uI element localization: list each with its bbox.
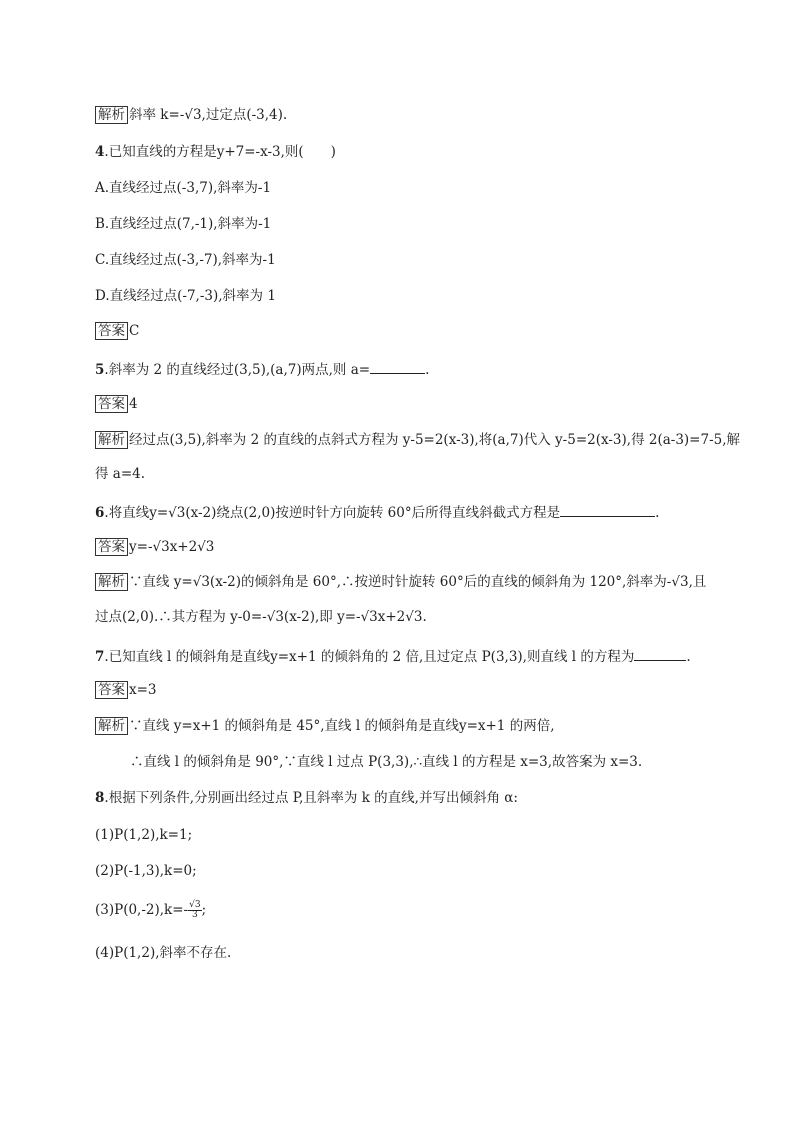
question-text: .根据下列条件,分别画出经过点 P,且斜率为 k 的直线,并写出倾斜角 α: <box>104 790 518 806</box>
question-number: 5 <box>95 362 105 378</box>
answer-label: 答案 <box>95 395 128 413</box>
analysis-line-q7 <box>95 717 554 735</box>
analysis-cont-q7: ∴直线 l 的倾斜角是 90°,∵直线 l 过点 P(3,3),∴直线 l 的方程是 x=3,故答案为 x=3. <box>130 754 643 770</box>
analysis-label: 解析 <box>95 717 128 735</box>
q8-item-3-end: ; <box>201 902 207 918</box>
option-a: A.直线经过点(-3,7),斜率为-1 <box>95 180 272 196</box>
option-d: D.直线经过点(-7,-3),斜率为 1 <box>95 288 276 304</box>
analysis-cont-q6: 过点(2,0).∴其方程为 y-0=-√3(x-2),即 y=-√3x+2√3. <box>95 609 427 625</box>
answer-blank <box>560 502 655 517</box>
analysis-cont-q5: 得 a=4. <box>95 466 146 482</box>
analysis-label: 解析 <box>95 106 128 124</box>
q8-item-3 <box>95 901 206 920</box>
question-4 <box>95 143 336 161</box>
option-b: B.直线经过点(7,-1),斜率为-1 <box>95 216 272 232</box>
answer-line-q6 <box>95 538 214 556</box>
analysis-line-q3 <box>95 106 287 124</box>
answer-line-q7 <box>95 681 157 699</box>
answer-text: 4 <box>129 396 138 412</box>
q8-item-4: (4)P(1,2),斜率不存在. <box>95 945 232 961</box>
answer-text: y=-√3x+2√3 <box>129 539 215 555</box>
question-7 <box>95 646 691 666</box>
question-number: 4 <box>95 144 105 160</box>
question-6 <box>95 502 659 522</box>
question-number: 6 <box>95 505 105 521</box>
answer-text: C <box>129 323 140 339</box>
answer-label: 答案 <box>95 681 128 699</box>
q8-item-3-text: (3)P(0,-2),k=- <box>95 902 189 918</box>
question-end: . <box>425 362 430 378</box>
q8-item-1: (1)P(1,2),k=1; <box>95 827 193 843</box>
analysis-text: ∵直线 y=x+1 的倾斜角是 45°,直线 l 的倾斜角是直线y=x+1 的两倍, <box>129 718 555 734</box>
analysis-label: 解析 <box>95 431 128 449</box>
question-text: .将直线y=√3(x-2)绕点(2,0)按逆时针方向旋转 60°后所得直线斜截式方程是 <box>104 505 561 521</box>
question-5 <box>95 359 429 379</box>
analysis-text: ∵直线 y=√3(x-2)的倾斜角是 60°,∴按逆时针旋转 60°后的直线的倾斜角为 120°,斜率为-√3,且 <box>129 574 707 590</box>
q8-item-2: (2)P(-1,3),k=0; <box>95 863 197 879</box>
analysis-line-q5 <box>95 431 740 449</box>
analysis-line-q6 <box>95 573 706 591</box>
question-number: 7 <box>95 649 105 665</box>
answer-line-q4 <box>95 322 139 340</box>
answer-label: 答案 <box>95 538 128 556</box>
fraction-denominator: 3 <box>191 910 198 920</box>
answer-blank <box>370 359 425 374</box>
answer-line-q5 <box>95 395 138 413</box>
question-number: 8 <box>95 790 105 806</box>
analysis-text: 经过点(3,5),斜率为 2 的直线的点斜式方程为 y-5=2(x-3),将(a,7)代入 y-5=2(x-3),得 2(a-3)=7-5,解 <box>129 432 741 448</box>
option-c: C.直线经过点(-3,-7),斜率为-1 <box>95 252 276 268</box>
question-text: .斜率为 2 的直线经过(3,5),(a,7)两点,则 a= <box>104 362 371 378</box>
fraction-numerator: √3 <box>189 900 201 910</box>
question-end: . <box>655 505 660 521</box>
fraction <box>188 901 201 920</box>
answer-blank <box>634 646 686 661</box>
analysis-label: 解析 <box>95 573 128 591</box>
answer-label: 答案 <box>95 322 128 340</box>
question-8 <box>95 789 518 807</box>
answer-text: x=3 <box>129 682 157 698</box>
question-text: .已知直线的方程是y+7=-x-3,则( ) <box>104 144 336 160</box>
question-end: . <box>686 649 691 665</box>
question-text: .已知直线 l 的倾斜角是直线y=x+1 的倾斜角的 2 倍,且过定点 P(3,3),则直线 l 的方程为 <box>104 649 635 665</box>
analysis-text: 斜率 k=-√3,过定点(-3,4). <box>129 107 288 123</box>
